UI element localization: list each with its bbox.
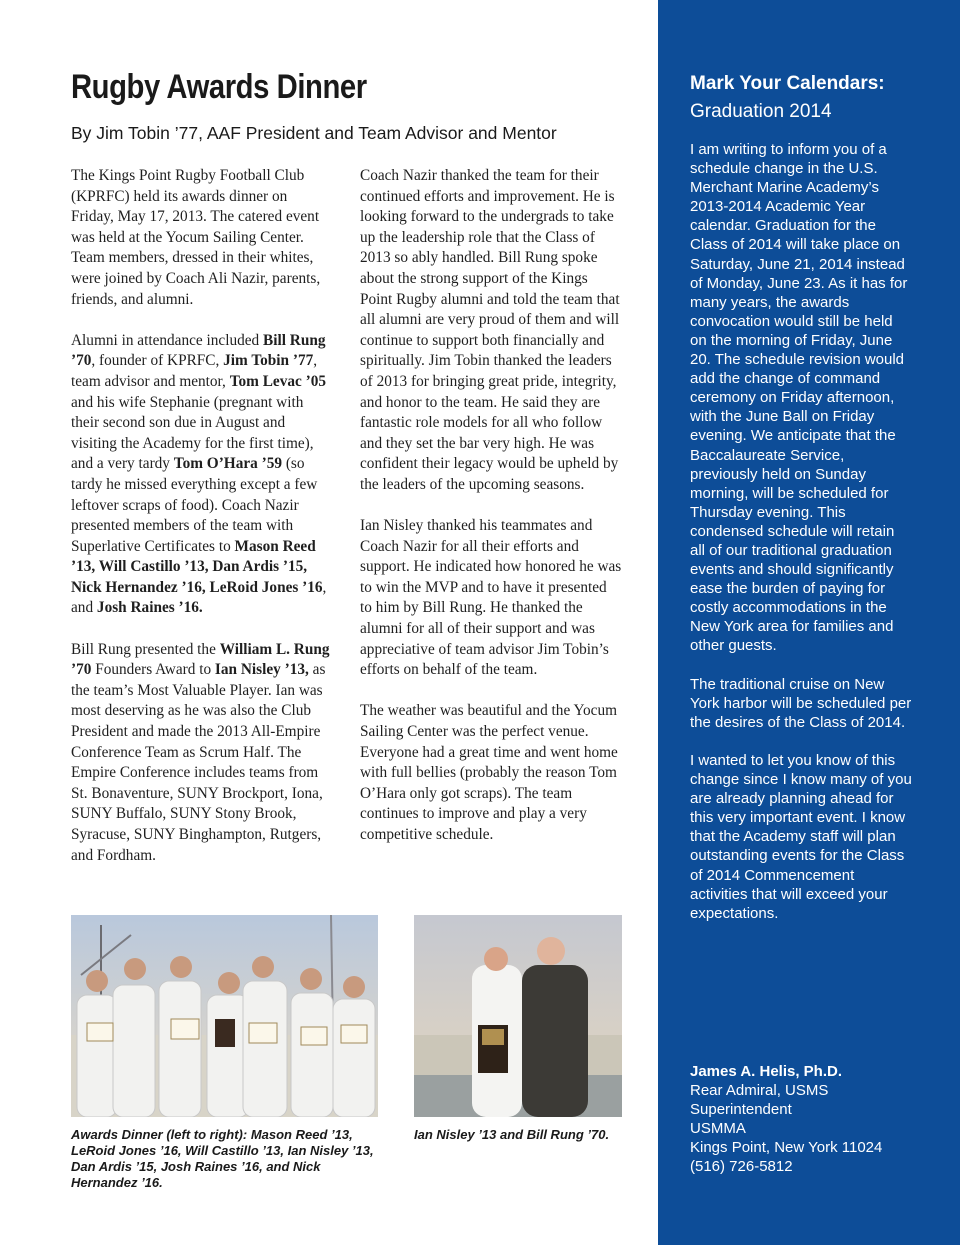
signature-address: Kings Point, New York 11024 (690, 1139, 883, 1157)
signature-org: USMMA (690, 1120, 746, 1138)
article-paragraph-1: The Kings Point Rugby Football Club (KPRFC) held its awards dinner on Friday, May 17, 2013. The catered event was held at the Yocum Sailing Center. Team members, dressed in their whites, were joined by Coach Ali Nazir, parents, friends, and alumni. (71, 167, 321, 308)
award-photo-caption: Ian Nisley ’13 and Bill Rung ’70. (414, 1127, 610, 1142)
sidebar-paragraph-3: I wanted to let you know of this change since I know many of you are already planning ahead for this very important event. I know that the Academy staff will plan outstanding events for the Class of 2014 Commencement activities that will exceed your expectations. (690, 752, 912, 922)
team-photo (71, 915, 378, 1117)
team-photo-image (71, 915, 378, 1117)
sidebar-panel (658, 0, 960, 1245)
article-column-left (71, 166, 333, 887)
article-title: Rugby Awards Dinner (71, 68, 367, 106)
signature-phone: (516) 726-5812 (690, 1158, 793, 1176)
signature-rank: Rear Admiral, USMS (690, 1082, 829, 1100)
sidebar-body (690, 140, 912, 942)
article-paragraph-5: Ian Nisley thanked his teammates and Coach Nazir for all their efforts and support. He indicated how honored he was to win the MVP and to have it presented to him by Bill Rung. He thanked the alumni for all of their support and was appreciative of team advisor Jim Tobin’s efforts on behalf of the team. (360, 517, 622, 679)
team-photo-caption: Awards Dinner (left to right): Mason Reed ’13, LeRoid Jones ’16, Will Castillo ’13, Ian Nisley ’13, Dan Ardis ’15, Josh Raines ’16, and Nick Hernandez ’16. (71, 1127, 374, 1190)
article-byline: By Jim Tobin ’77, AAF President and Team Advisor and Mentor (71, 123, 557, 143)
award-photo-image (414, 915, 622, 1117)
article-paragraph-4: Coach Nazir thanked the team for their continued efforts and improvement. He is looking forward to the undergrads to take up the leadership role that the Class of 2013 so ably handled. Bill Rung spoke about the strong support of the Kings Point Rugby alumni and told the team that all alumni are very proud of them and will continue to support both financially and spiritually. Jim Tobin thanked the leaders of 2013 for bringing great pride, integrity, and honor to the team. He said they are fantastic role models for all who follow and they set the bar very high. He was confident their legacy would be upheld by the leaders of the upcoming seasons. (360, 167, 620, 493)
award-photo (414, 915, 622, 1117)
sidebar-paragraph-2: The traditional cruise on New York harbor will be scheduled per the desires of the Class of 2014. (690, 675, 912, 731)
sidebar-paragraph-1: I am writing to inform you of a schedule change in the U.S. Merchant Marine Academy’s 2013-2014 Academic Year calendar. Graduation for the Class of 2014 will take place on Saturday, June 21, 2014 instead of Monday, June 23. As it has for many years, the awards convocation would still be held on the morning of Friday, June 20. The schedule revision would add the change of command ceremony on Friday afternoon, with the June Ball on Friday evening. We anticipate that the Baccalaureate Service, previously held on Sunday morning, will be scheduled for Thursday evening. This condensed schedule will retain all of our traditional graduation events and should significantly ease the burden of paying for costly accommodations in the New York area for families and other guests. (690, 141, 908, 655)
sidebar-title: Mark Your Calendars: (690, 73, 885, 94)
signature-block (690, 1062, 940, 1177)
article-paragraph-2: Alumni in attendance included Bill Rung ’70, founder of KPRFC, Jim Tobin ’77, team advisor and mentor, Tom Levac ’05 and his wife Stephanie (pregnant with their second son due in August and visiting the Academy for the first time), and a very tardy Tom O’Hara ’59 (so tardy he missed everything except a few leftover scraps of food). Coach Nazir presented members of the team with Superlative Certificates to Mason Reed ’13, Will Castillo ’13, Dan Ardis ’15, Nick Hernandez ’16, LeRoid Jones ’16, and Josh Raines ’16. (71, 331, 327, 617)
signature-position: Superintendent (690, 1101, 792, 1119)
article-column-right (360, 166, 622, 866)
article-paragraph-6: The weather was beautiful and the Yocum Sailing Center was the perfect venue. Everyone had a great time and went home with full bellies (probably the reason Tom O’Hara only got scraps). The team continues to improve and play a very competitive schedule. (360, 702, 618, 843)
sidebar-subtitle: Graduation 2014 (690, 101, 832, 122)
signature-name: James A. Helis, Ph.D. (690, 1063, 843, 1080)
article-paragraph-3: Bill Rung presented the William L. Rung ’70 Founders Award to Ian Nisley ’13, as the team’s Most Valuable Player. Ian was most deserving as he was also the Club President and made the 2013 All-Empire Conference Team as Scrum Half. The Empire Conference includes teams from St. Bonaventure, SUNY Brockport, Iona, SUNY Buffalo, SUNY Stony Brook, Syracuse, SUNY Binghampton, Rutgers, and Fordham. (71, 640, 330, 864)
